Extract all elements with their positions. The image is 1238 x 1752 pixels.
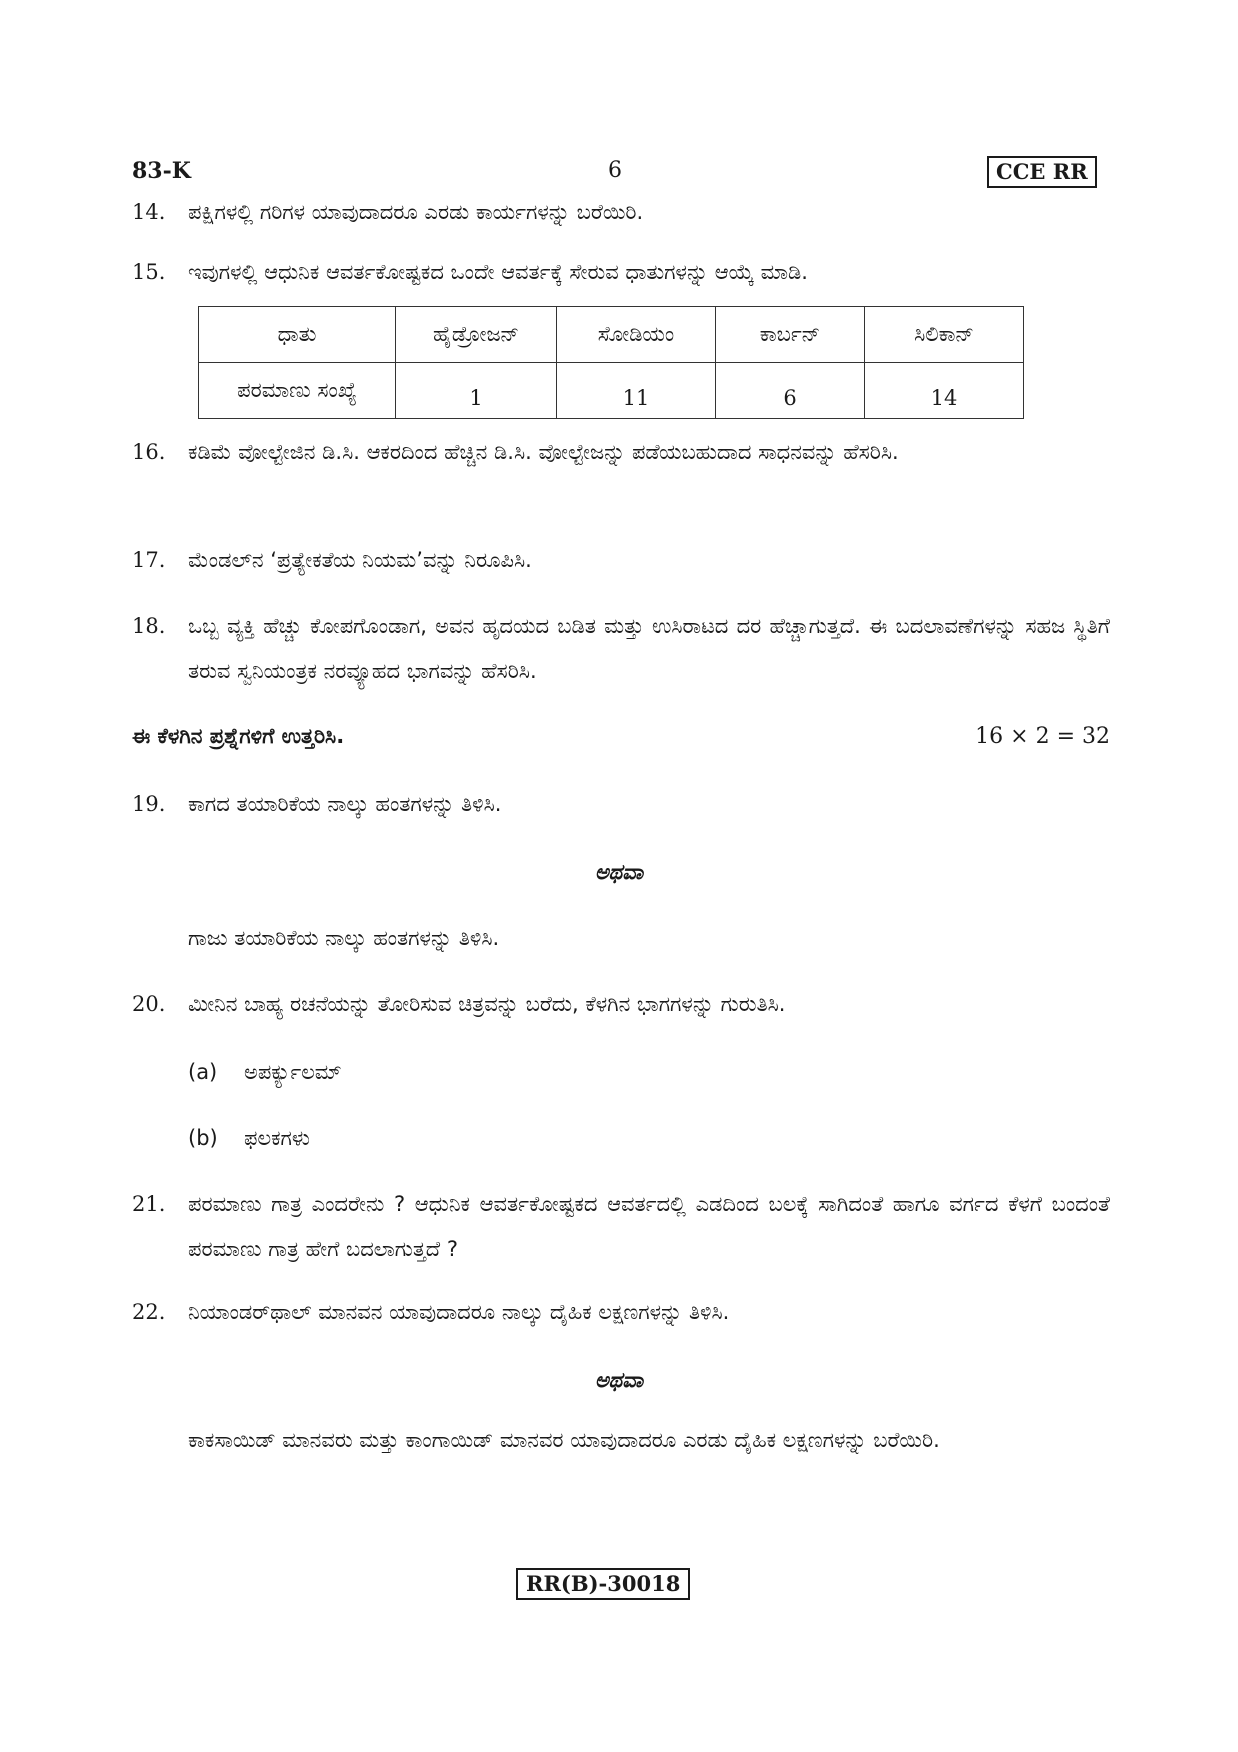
question-number: 14. (132, 200, 166, 224)
sub-item-b (188, 1126, 310, 1151)
question-number: 15. (132, 260, 166, 284)
sub-item-text: ಫಲಕಗಳು (244, 1126, 310, 1150)
question-21 (132, 1182, 1110, 1272)
table-cell-element: ಕಾರ್ಬನ್ (716, 307, 865, 363)
question-number: 20. (132, 992, 166, 1016)
question-text: ಕಡಿಮೆ ವೋಲ್ಟೇಜಿನ ಡಿ.ಸಿ. ಆಕರದಿಂದ ಹೆಚ್ಚಿನ ಡಿ.ಸಿ. ವೋಲ್ಟೇಜನ್ನು ಪಡೆಯಬಹುದಾದ ಸಾಧನವನ್ನು ಹೆಸರಿಸಿ. (188, 440, 899, 464)
table-cell-atomic-number: 11 (557, 363, 716, 419)
alternative-question: ಕಾಕಸಾಯಿಡ್ ಮಾನವರು ಮತ್ತು ಕಾಂಗಾಯಿಡ್ ಮಾನವರ ಯಾವುದಾದರೂ ಎರಡು ದೈಹಿಕ ಲಕ್ಷಣಗಳನ್ನು ಬರೆಯಿರಿ. (188, 1428, 940, 1452)
table-cell-atomic-number: 6 (716, 363, 865, 419)
or-label: ಅಥವಾ (594, 1368, 644, 1392)
question-text: ನಿಯಾಂಡರ್‌ಥಾಲ್ ಮಾನವನ ಯಾವುದಾದರೂ ನಾಲ್ಕು ದೈಹಿಕ ಲಕ್ಷಣಗಳನ್ನು ತಿಳಿಸಿ. (188, 1300, 730, 1324)
question-text: ಒಬ್ಬ ವ್ಯಕ್ತಿ ಹೆಚ್ಚು ಕೋಪಗೊಂಡಾಗ, ಅವನ ಹೃದಯದ ಬಡಿತ ಮತ್ತು ಉಸಿರಾಟದ ದರ ಹೆಚ್ಚಾಗುತ್ತದೆ. ಈ ಬದಲಾವಣೆಗಳನ್ನು ಸಹಜ ಸ್ಥಿತಿಗೆ ತರುವ ಸ್ವನಿಯಂತ್ರಕ ನರವ್ಯೂಹದ ಭಾಗವನ್ನು ಹೆಸರಿಸಿ. (188, 614, 1110, 683)
paper-code: 83-K (132, 158, 191, 184)
question-number: 19. (132, 792, 166, 816)
question-16 (132, 430, 1110, 475)
table-cell-element: ಸಿಲಿಕಾನ್ (865, 307, 1024, 363)
footer-code: RR(B)-30018 (516, 1568, 690, 1600)
sub-item-a (188, 1060, 342, 1085)
question-text: ಪರಮಾಣು ಗಾತ್ರ ಎಂದರೇನು ? ಆಧುನಿಕ ಆವರ್ತಕೋಷ್ಟಕದ ಆವರ್ತದಲ್ಲಿ ಎಡದಿಂದ ಬಲಕ್ಕೆ ಸಾಗಿದಂತೆ ಹಾಗೂ ವರ್ಗದ ಕೆಳಗೆ ಬಂದಂತೆ ಪರಮಾಣು ಗಾತ್ರ ಹೇಗೆ ಬದಲಾಗುತ್ತದೆ ? (188, 1192, 1110, 1261)
sub-item-label: (a) (188, 1060, 218, 1084)
table-cell-atomic-number: 14 (865, 363, 1024, 419)
question-18 (132, 604, 1110, 694)
element-table (198, 306, 1024, 419)
question-number: 21. (132, 1192, 166, 1216)
question-15 (132, 250, 1110, 295)
table-header-atomic-number: ಪರಮಾಣು ಸಂಖ್ಯೆ (199, 363, 396, 419)
alternative-question: ಗಾಜು ತಯಾರಿಕೆಯ ನಾಲ್ಕು ಹಂತಗಳನ್ನು ತಿಳಿಸಿ. (188, 926, 500, 950)
table-cell-atomic-number: 1 (396, 363, 557, 419)
question-text: ಮೀನಿನ ಬಾಹ್ಯ ರಚನೆಯನ್ನು ತೋರಿಸುವ ಚಿತ್ರವನ್ನು ಬರೆದು, ಕೆಳಗಿನ ಭಾಗಗಳನ್ನು ಗುರುತಿಸಿ. (188, 992, 786, 1016)
question-20 (132, 982, 1110, 1027)
question-text: ಕಾಗದ ತಯಾರಿಕೆಯ ನಾಲ್ಕು ಹಂತಗಳನ್ನು ತಿಳಿಸಿ. (188, 792, 502, 816)
question-number: 22. (132, 1300, 166, 1324)
page-number: 6 (608, 158, 622, 183)
table-cell-element: ಹೈಡ್ರೋಜನ್ (396, 307, 557, 363)
question-22 (132, 1290, 1110, 1335)
question-19 (132, 782, 1110, 827)
table-cell-element: ಸೋಡಿಯಂ (557, 307, 716, 363)
or-label: ಅಥವಾ (594, 860, 644, 884)
question-text: ಪಕ್ಷಿಗಳಲ್ಲಿ ಗರಿಗಳ ಯಾವುದಾದರೂ ಎರಡು ಕಾರ್ಯಗಳನ್ನು ಬರೆಯಿರಿ. (188, 200, 644, 224)
question-14 (132, 190, 1110, 235)
series-badge: CCE RR (987, 156, 1097, 188)
sub-item-label: (b) (188, 1126, 218, 1150)
sub-item-text: ಅಪರ್ಕ್ಯುಲಮ್ (244, 1060, 342, 1084)
section-marks: 16 × 2 = 32 (975, 724, 1110, 749)
question-text: ಇವುಗಳಲ್ಲಿ ಆಧುನಿಕ ಆವರ್ತಕೋಷ್ಟಕದ ಒಂದೇ ಆವರ್ತಕ್ಕೆ ಸೇರುವ ಧಾತುಗಳನ್ನು ಆಯ್ಕೆ ಮಾಡಿ. (188, 260, 808, 284)
question-text: ಮೆಂಡಲ್‌ನ ‘ಪ್ರತ್ಯೇಕತೆಯ ನಿಯಮ’ವನ್ನು ನಿರೂಪಿಸಿ. (188, 548, 532, 572)
question-number: 17. (132, 548, 166, 572)
question-number: 16. (132, 440, 166, 464)
question-number: 18. (132, 614, 166, 638)
table-header-element: ಧಾತು (199, 307, 396, 363)
section-instruction: ಈ ಕೆಳಗಿನ ಪ್ರಶ್ನೆಗಳಿಗೆ ಉತ್ತರಿಸಿ. (132, 724, 345, 748)
question-17 (132, 538, 1110, 583)
